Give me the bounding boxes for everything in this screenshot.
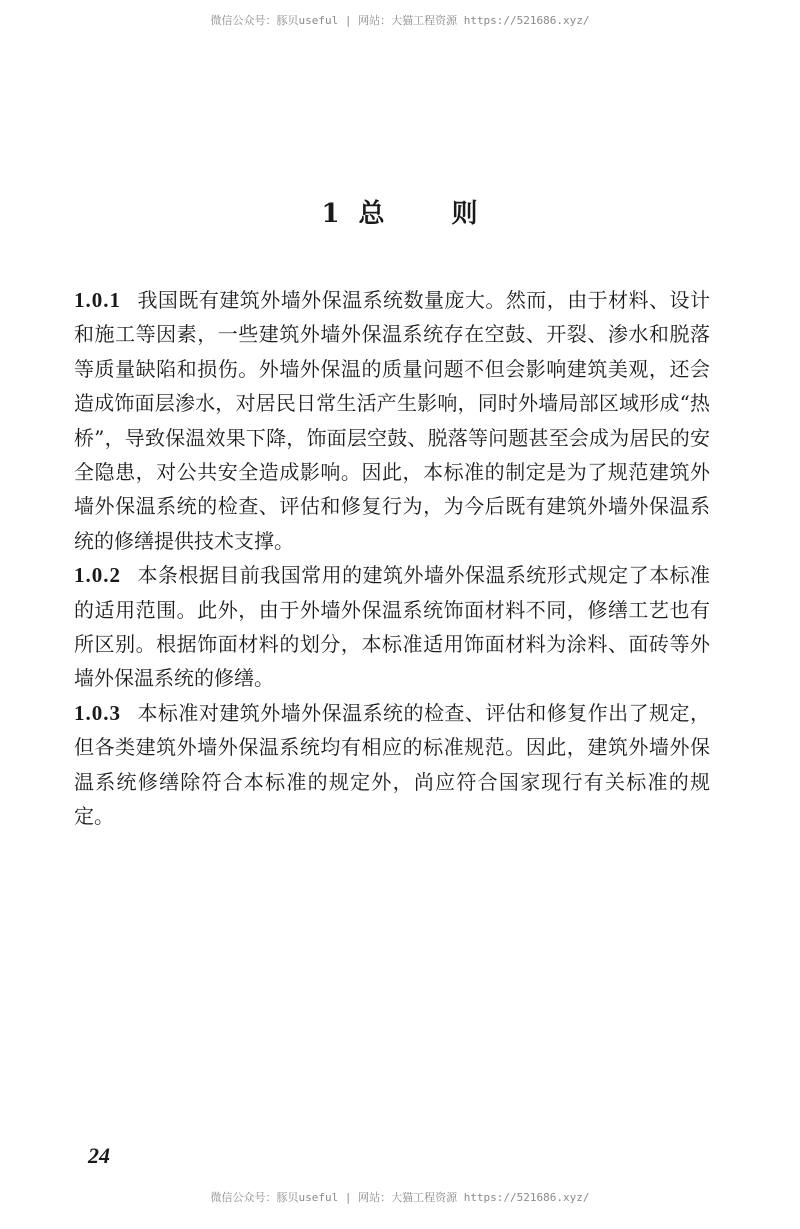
clause-1-0-2 [74, 558, 710, 696]
clause-text: 本条根据目前我国常用的建筑外墙外保温系统形式规定了本标准的适用范围。此外，由于外墙外保温系统饰面材料不同，修缮工艺也有所区别。根据饰面材料的划分，本标准适用饰面材料为涂料、面砖等外墙外保温系统的修缮。 [74, 563, 710, 691]
chapter-title-char-2: 则 [451, 199, 479, 229]
clause-number: 1.0.2 [74, 563, 121, 588]
clause-number: 1.0.3 [74, 700, 121, 725]
clause-list [74, 283, 710, 834]
clause-text: 本标准对建筑外墙外保温系统的检查、评估和修复作出了规定，但各类建筑外墙外保温系统均有相应的标准规范。因此，建筑外墙外保温系统修缮除符合本标准的规定外，尚应符合国家现行有关标准的规定。 [74, 700, 710, 829]
watermark-bottom: 微信公众号：豚贝useful | 网站：大猫工程资源 https://521686.xyz/ [210, 1191, 590, 1204]
page-number: 24 [88, 1143, 110, 1168]
chapter-title-char-1: 总 [358, 199, 386, 229]
clause-1-0-3 [74, 696, 710, 834]
clause-1-0-1 [74, 283, 710, 558]
chapter-number: 1 [321, 199, 341, 229]
clause-text: 我国既有建筑外墙外保温系统数量庞大。然而，由于材料、设计和施工等因素，一些建筑外墙外保温系统存在空鼓、开裂、渗水和脱落等质量缺陷和损伤。外墙外保温的质量问题不但会影响建筑美观，还会造成饰面层渗水，对居民日常生活产生影响，同时外墙局部区域形成“热桥”，导致保温效果下降，饰面层空鼓、脱落等问题甚至会成为居民的安全隐患，对公共安全造成影响。因此，本标准的制定是为了规范建筑外墙外保温系统的检查、评估和修复行为，为今后既有建筑外墙外保温系统的修缮提供技术支撑。 [74, 288, 710, 553]
clause-number: 1.0.1 [74, 288, 121, 312]
chapter-title [0, 196, 800, 232]
watermark-top: 微信公众号：豚贝useful | 网站：大猫工程资源 https://521686.xyz/ [210, 14, 590, 27]
